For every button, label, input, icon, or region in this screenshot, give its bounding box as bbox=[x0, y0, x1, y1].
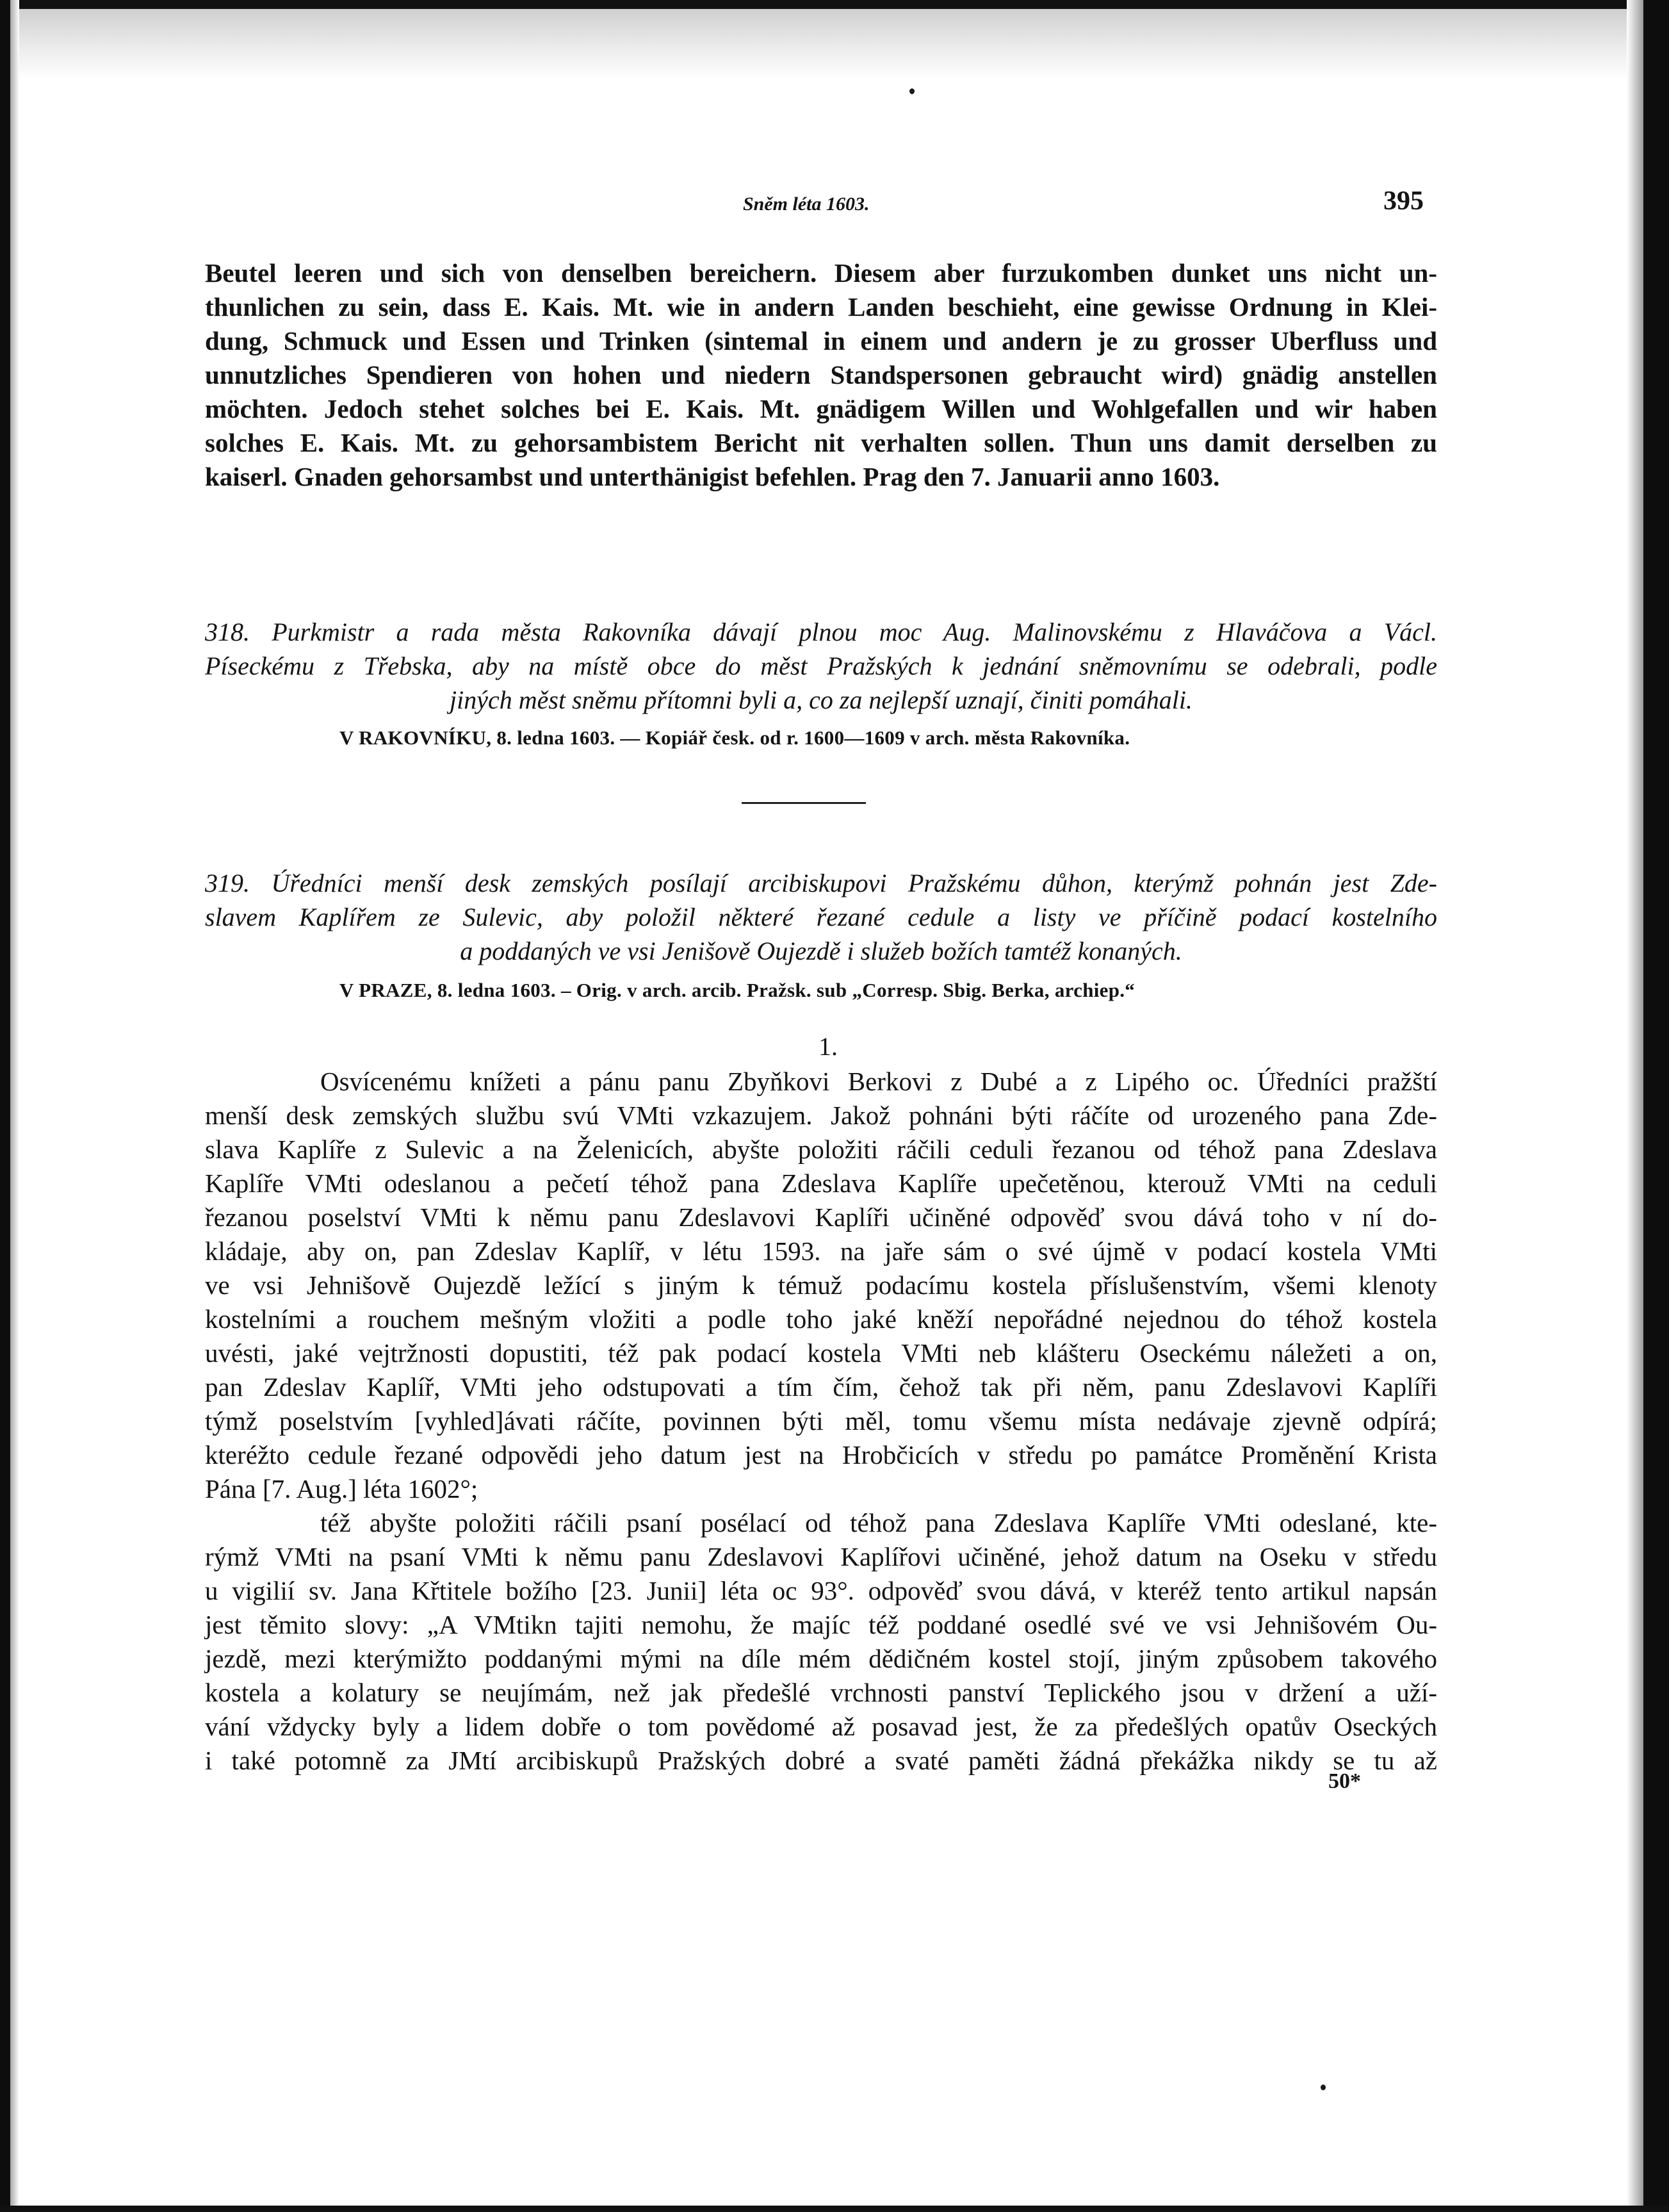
scan-border-top bbox=[0, 0, 1669, 9]
text-line: rýmž VMti na psaní VMti k němu panu Zdeslavovi Kaplířovi učiněné, jehož datum na Oseku v středu bbox=[205, 1542, 1437, 1571]
text-line: pan Zdeslav Kaplíř, VMti jeho odstupovati a tím čím, čehož tak při něm, panu Zdeslavovi Kaplíři bbox=[205, 1372, 1437, 1402]
text-line: Beutel leeren und sich von denselben bereichern. Diesem aber furzukomben dunket uns nicht un- bbox=[205, 258, 1437, 288]
text-line: Pána [7. Aug.] léta 1602°; bbox=[205, 1474, 478, 1503]
heading-line: slavem Kaplířem ze Sulevic, aby položil některé řezané cedule a listy ve příčině podací kostelního bbox=[205, 903, 1437, 931]
scan-shadow-top bbox=[0, 9, 1669, 79]
page-number: 395 bbox=[1383, 186, 1424, 216]
entry-319-heading bbox=[205, 866, 1437, 968]
scan-border-left bbox=[0, 0, 10, 2212]
text-line: jezdě, mezi kterýmižto poddanými mými na díle mém dědičném kostel stojí, jiným způsobem takového bbox=[205, 1644, 1437, 1673]
text-line: i také potomně za JMtí arcibiskupů Pražských dobré a svaté paměti žádná překážka nikdy se tu až bbox=[205, 1746, 1437, 1775]
text-line: řezanou poselství VMti k němu panu Zdeslavovi Kaplíři učiněné odpověď svou dává toho v ní do- bbox=[205, 1202, 1437, 1232]
text-line: též abyšte položiti ráčili psaní posélací od téhož pana Zdeslava Kaplíře VMti odeslané, kte- bbox=[320, 1508, 1437, 1537]
text-line: Kaplíře VMti odeslanou a pečetí téhož pana Zdeslava Kaplíře upečetěnou, kterouž VMti na ceduli bbox=[205, 1168, 1437, 1198]
text-line: uvésti, jaké vejtržnosti dopustiti, též pak podací kostela VMti neb klášteru Oseckému náležeti a on, bbox=[205, 1338, 1437, 1368]
text-line: kostela a kolatury se neujímám, než jak předešlé vrchnosti panství Teplického jsou v držení a uží- bbox=[205, 1678, 1437, 1707]
text-line: unnutzliches Spendieren von hohen und niedern Standspersonen gebraucht wird) gnädig anstellen bbox=[205, 360, 1437, 389]
text-line: ve vsi Jehnišově Oujezdě ležící s jiným k témuž podacímu kostela příslušenstvím, všemi klenoty bbox=[205, 1270, 1437, 1300]
text-line: menší desk zemských službu svú VMti vzkazujem. Jakož pohnáni býti ráčíte od urozeného pana Zde- bbox=[205, 1101, 1437, 1130]
scan-border-bottom bbox=[0, 2206, 1669, 2212]
continued-paragraph bbox=[205, 256, 1437, 494]
text-line: dung, Schmuck und Essen und Trinken (sintemal in einem und andern je zu grosser Uberfluss und bbox=[205, 326, 1437, 356]
heading-line: Píseckému z Třebska, aby na místě obce do měst Pražských k jednání sněmovnímu se odebrali, podle bbox=[205, 651, 1437, 680]
section-divider bbox=[742, 802, 866, 804]
text-line: möchten. Jedoch stehet solches bei E. Kais. Mt. gnädigem Willen und Wohlgefallen und wir haben bbox=[205, 394, 1437, 423]
text-line: vání vždycky byly a lidem dobře o tom povědomé až posavad jest, že za předešlých opatův Oseckých bbox=[205, 1712, 1437, 1741]
text-line: thunlichen zu sein, dass E. Kais. Mt. wie in andern Landen beschieht, eine gewisse Ordnung in Klei- bbox=[205, 292, 1437, 322]
scan-speck bbox=[909, 88, 915, 94]
text-line: kteréžto cedule řezané odpovědi jeho datum jest na Hrobčicích v středu po památce Proměnění Krista bbox=[205, 1440, 1437, 1470]
running-title: Sněm léta 1603. bbox=[743, 193, 870, 215]
section-number: 1. bbox=[818, 1032, 838, 1061]
heading-line: jiných měst sněmu přítomni byli a, co za nejlepší uznají, činiti pomáhali. bbox=[450, 685, 1193, 714]
heading-line: 318. Purkmistr a rada města Rakovníka dávají plnou moc Aug. Malinovskému z Hlaváčova a Václ. bbox=[205, 618, 1437, 646]
text-line: týmž poselstvím [vyhled]ávati ráčíte, povinnen býti měl, tomu všemu místa nedávaje zjevně odpírá; bbox=[205, 1406, 1437, 1436]
entry-319-source: V PRAZE, 8. ledna 1603. – Orig. v arch. arcib. Pražsk. sub „Corresp. Sbig. Berka, archiep.“ bbox=[339, 979, 1136, 1001]
heading-line: a poddaných ve vsi Jenišově Oujezdě i služeb božích tamtéž konaných. bbox=[460, 937, 1182, 965]
heading-line: 319. Úředníci menší desk zemských posílají arcibiskupovi Pražskému důhon, kterýmž pohnán jest Zde- bbox=[205, 869, 1437, 897]
scan-speck bbox=[1321, 2085, 1326, 2090]
text-line: slava Kaplíře z Sulevic a na Želenicích, abyšte položiti ráčili ceduli řezanou od téhož pana Zdeslava bbox=[205, 1135, 1437, 1164]
text-line: kaiserl. Gnaden gehorsambst und unterthänigist befehlen. Prag den 7. Januarii anno 1603. bbox=[205, 462, 1220, 491]
text-line: solches E. Kais. Mt. zu gehorsambistem Bericht nit verhalten sollen. Thun uns damit derselben zu bbox=[205, 428, 1437, 457]
signature-mark: 50* bbox=[1328, 1769, 1361, 1793]
text-line: u vigilií sv. Jana Křtitele božího [23. Junii] léta oc 93°. odpověď svou dává, v kteréž tento artikul napsán bbox=[205, 1576, 1437, 1605]
scan-border-right bbox=[1643, 0, 1669, 2212]
text-line: kládaje, aby on, pan Zdeslav Kaplíř, v létu 1593. na jaře sám o své újmě v podací kostela VMti bbox=[205, 1236, 1437, 1266]
scan-shadow-left bbox=[10, 0, 19, 2212]
text-line: kostelními a rouchem mešným vložiti a podle toho jaké kněží nepořádné nejednou do téhož kostela bbox=[205, 1304, 1437, 1334]
letter-body bbox=[205, 1065, 1437, 1778]
scan-shadow-right bbox=[1627, 0, 1643, 2212]
entry-318-source: V RAKOVNÍKU, 8. ledna 1603. — Kopiář česk. od r. 1600—1609 v arch. města Rakovníka. bbox=[339, 726, 1130, 749]
text-line: Osvícenému knížeti a pánu panu Zbyňkovi Berkovi z Dubé a z Lipého oc. Úředníci pražští bbox=[320, 1067, 1437, 1096]
text-line: jest těmito slovy: „A VMtikn tajiti nemohu, že majíc též poddané osedlé své ve vsi Jehnišovém Ou- bbox=[205, 1610, 1437, 1639]
entry-318-heading bbox=[205, 615, 1437, 717]
